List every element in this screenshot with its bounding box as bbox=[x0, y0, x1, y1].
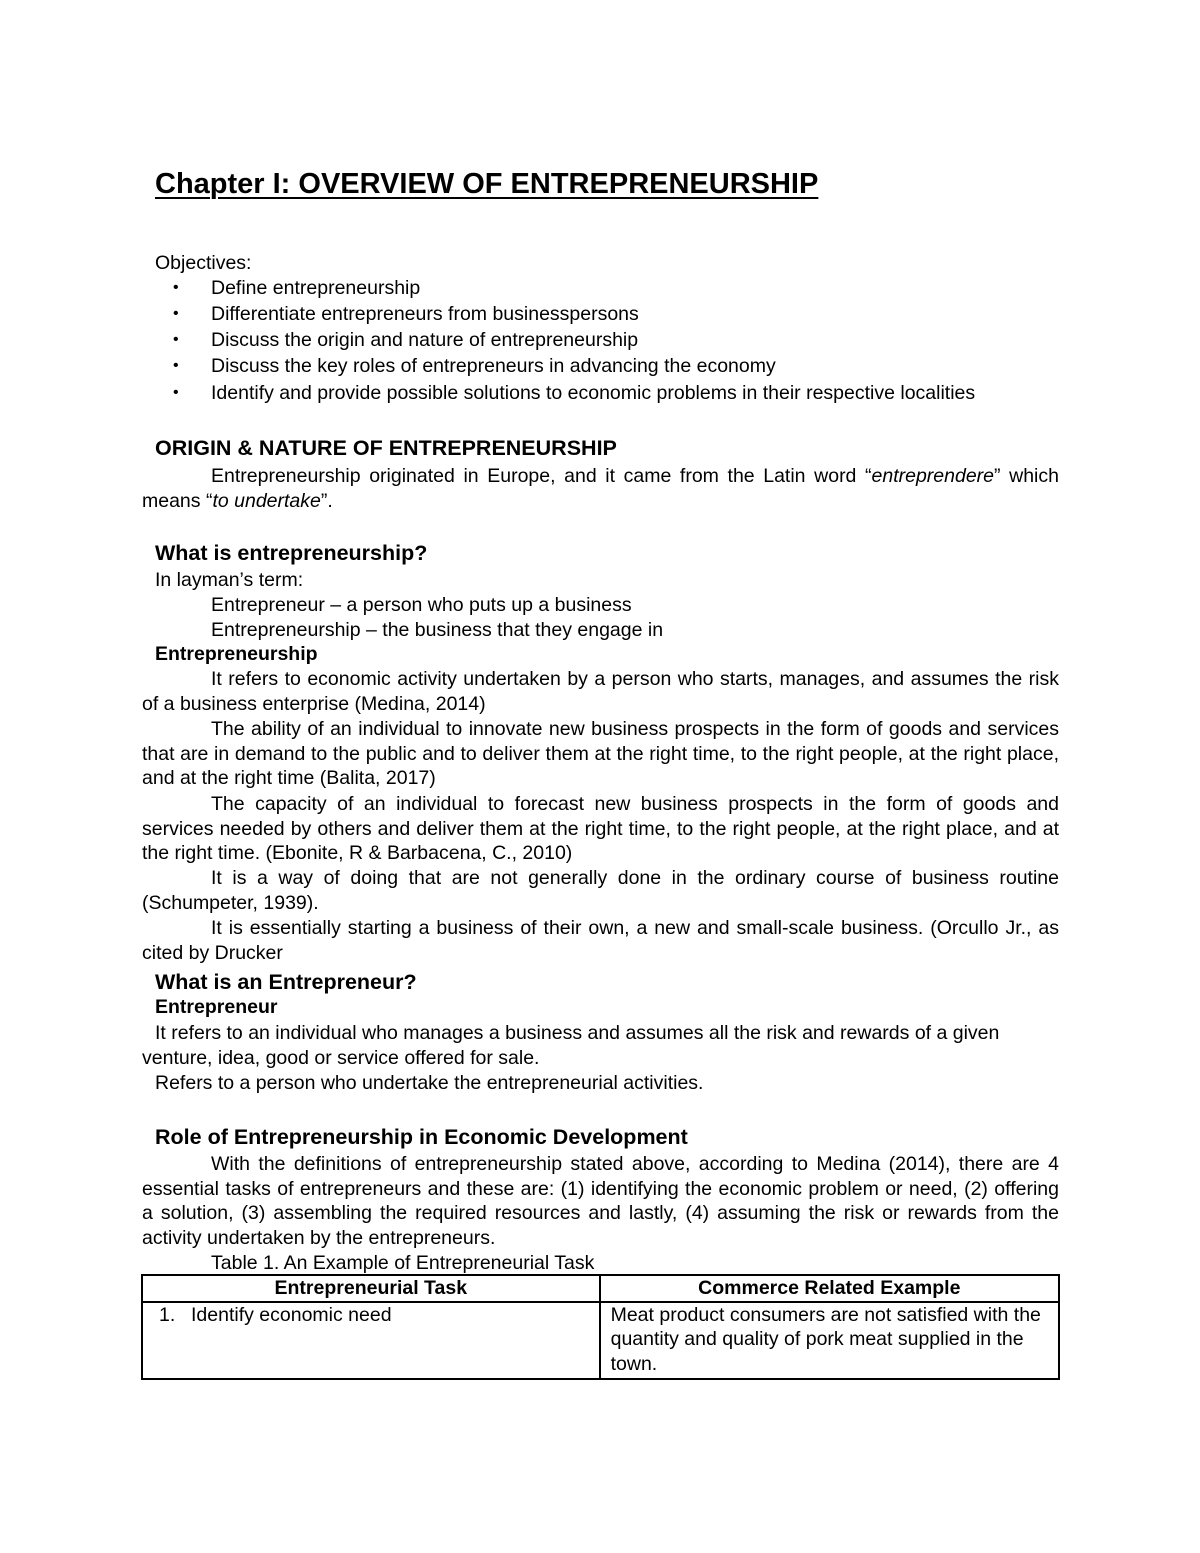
what-is-entrepreneurship-heading: What is entrepreneurship? bbox=[155, 541, 428, 565]
entrepreneurship-subheading: Entrepreneurship bbox=[155, 643, 318, 665]
entrepreneur-definition: It refers to an individual who manages a business and assumes all the risk and rewards of a given venture, idea, good or service offered for sale. bbox=[142, 1022, 1000, 1069]
table-header-row bbox=[142, 1275, 1059, 1302]
objective-item: Identify and provide possible solutions to economic problems in their respective localities bbox=[211, 382, 976, 404]
chapter-title: Chapter I: OVERVIEW OF ENTREPRENEURSHIP bbox=[155, 168, 819, 200]
objectives-label: Objectives: bbox=[155, 252, 252, 274]
origin-heading: ORIGIN & NATURE OF ENTREPRENEURSHIP bbox=[155, 436, 617, 460]
latin-meaning: to undertake bbox=[212, 489, 321, 512]
entrepreneur-definition: Refers to a person who undertake the entrepreneurial activities. bbox=[155, 1072, 704, 1094]
objective-item: Discuss the key roles of entrepreneurs in advancing the economy bbox=[211, 355, 776, 377]
bullet-icon: • bbox=[173, 331, 179, 348]
table-caption: Table 1. An Example of Entrepreneurial Task bbox=[211, 1252, 595, 1274]
bullet-icon: • bbox=[173, 357, 179, 374]
table-row bbox=[142, 1302, 1059, 1379]
definition-paragraph: It is a way of doing that are not generally done in the ordinary course of business routine (Schumpeter, 1939). bbox=[142, 867, 1059, 914]
definition-paragraph: The capacity of an individual to forecast new business prospects in the form of goods and services needed by others and deliver them at the right time, to the right people, at the right place, and at the right time. (Ebonite, R & Barbacena, C., 2010) bbox=[142, 793, 1059, 865]
objective-item: Differentiate entrepreneurs from businesspersons bbox=[211, 303, 639, 325]
layman-item-entrepreneur: Entrepreneur – a person who puts up a business bbox=[211, 594, 632, 616]
role-paragraph: With the definitions of entrepreneurship stated above, according to Medina (2014), there are 4 essential tasks of entrepreneurs and these are: (1) identifying the economic problem or need, (2) offering a solution, (3) assembling the required resources and lastly, (4) assuming the risk or rewards from the activity undertaken by the entrepreneurs. bbox=[142, 1153, 1059, 1249]
what-is-entrepreneur-heading: What is an Entrepreneur? bbox=[155, 970, 417, 994]
definition-paragraph: It refers to economic activity undertaken by a person who starts, manages, and assumes the risk of a business enterprise (Medina, 2014) bbox=[142, 668, 1059, 715]
table-header: Entrepreneurial Task bbox=[142, 1275, 600, 1302]
bullet-icon: • bbox=[173, 305, 179, 322]
definition-paragraph: It is essentially starting a business of their own, a new and small-scale business. (Orcullo Jr., as cited by Drucker bbox=[142, 917, 1059, 964]
task-cell bbox=[142, 1302, 600, 1379]
objective-item: Define entrepreneurship bbox=[211, 277, 421, 299]
entrepreneur-subheading: Entrepreneur bbox=[155, 996, 278, 1018]
table-header: Commerce Related Example bbox=[600, 1275, 1059, 1302]
bullet-icon: • bbox=[173, 384, 179, 401]
layman-item-entrepreneurship: Entrepreneurship – the business that they engage in bbox=[211, 619, 664, 641]
task-text: Identify economic need bbox=[191, 1303, 392, 1326]
task-number: 1. bbox=[159, 1303, 176, 1326]
entrepreneurial-task-table bbox=[141, 1274, 1060, 1380]
objective-item: Discuss the origin and nature of entrepreneurship bbox=[211, 329, 639, 351]
origin-paragraph: Entrepreneurship originated in Europe, and it came from the Latin word “entreprendere” which means “to undertake”. bbox=[142, 465, 1059, 512]
bullet-icon: • bbox=[173, 279, 179, 296]
role-heading: Role of Entrepreneurship in Economic Development bbox=[155, 1125, 688, 1149]
latin-term: entreprendere bbox=[871, 465, 995, 487]
example-cell: Meat product consumers are not satisfied with the quantity and quality of pork meat supplied in the town. bbox=[600, 1302, 1059, 1379]
definition-paragraph: The ability of an individual to innovate new business prospects in the form of goods and services that are in demand to the public and to deliver them at the right time, to the right people, at the right place, and at the right time (Balita, 2017) bbox=[142, 718, 1059, 790]
layman-label: In layman’s term: bbox=[155, 569, 304, 591]
